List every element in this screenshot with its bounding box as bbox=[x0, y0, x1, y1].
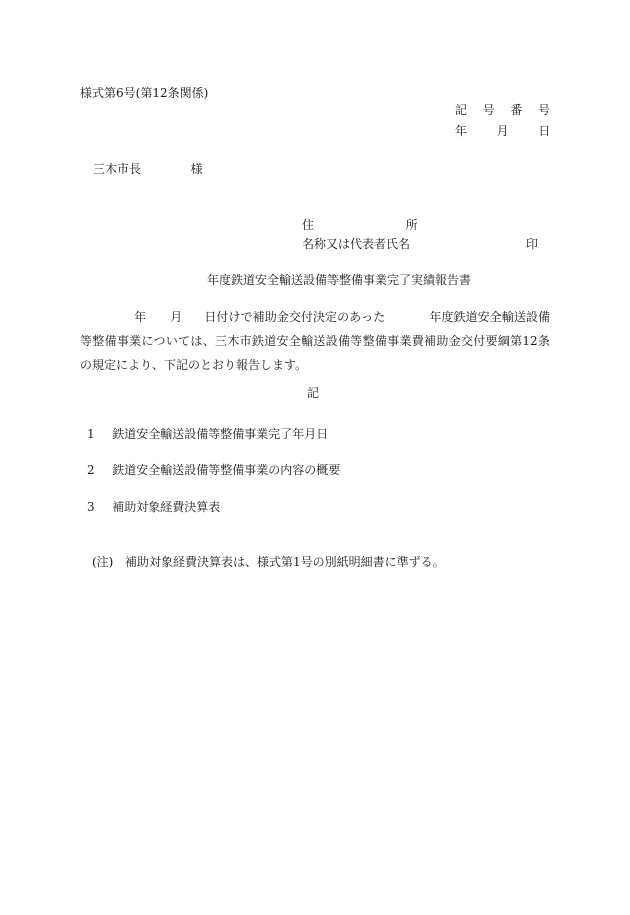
doc-number-ban: 番 bbox=[510, 103, 523, 117]
list-item bbox=[87, 427, 328, 441]
body-month: 月 bbox=[170, 310, 183, 324]
body-part1: 日付けで補助金交付決定のあった bbox=[204, 310, 386, 324]
address-label-2: 所 bbox=[405, 218, 418, 232]
list-item-text: 鉄道安全輸送設備等整備事業の内容の概要 bbox=[112, 463, 341, 477]
doc-number-ki: 記 bbox=[455, 103, 468, 117]
form-number: 様式第6号(第12条関係) bbox=[80, 86, 209, 100]
document-date bbox=[455, 124, 550, 138]
list-item-number: 2 bbox=[87, 463, 95, 477]
date-month: 月 bbox=[496, 124, 509, 138]
note-label: (注) bbox=[92, 555, 114, 569]
report-body bbox=[80, 305, 550, 377]
date-day: 日 bbox=[538, 124, 551, 138]
applicant-name-label: 名称又は代表者氏名 bbox=[302, 237, 411, 251]
addressee-name: 三木市長 bbox=[93, 162, 142, 176]
body-part2: 年度鉄道安全輸送設備 bbox=[429, 310, 550, 324]
doc-number-go2: 号 bbox=[538, 103, 551, 117]
list-item-number: 3 bbox=[87, 500, 95, 514]
list-item-text: 補助対象経費決算表 bbox=[112, 500, 221, 514]
note-text: 補助対象経費決算表は、様式第1号の別紙明細書に準ずる。 bbox=[125, 555, 445, 569]
addressee-honorific: 様 bbox=[190, 162, 203, 176]
applicant-address bbox=[302, 218, 418, 232]
date-year: 年 bbox=[455, 124, 468, 138]
document-number bbox=[455, 103, 550, 117]
ki-heading: 記 bbox=[307, 386, 320, 400]
doc-number-go: 号 bbox=[482, 103, 495, 117]
list-item-text: 鉄道安全輸送設備等整備事業完了年月日 bbox=[112, 427, 329, 441]
note bbox=[92, 555, 445, 569]
report-title: 年度鉄道安全輸送設備等整備事業完了実績報告書 bbox=[207, 273, 472, 287]
list-item bbox=[87, 463, 340, 477]
address-label-1: 住 bbox=[302, 218, 315, 232]
body-line2: 等整備事業については、三木市鉄道安全輸送設備等整備事業費補助金交付要綱第12条の規定により、下記のとおり報告します。 bbox=[80, 334, 550, 372]
body-year: 年 bbox=[134, 310, 147, 324]
addressee bbox=[93, 162, 203, 176]
list-item-number: 1 bbox=[87, 427, 95, 441]
applicant-name-row bbox=[302, 237, 410, 251]
list-item bbox=[87, 500, 220, 514]
seal-mark: 印 bbox=[526, 237, 539, 251]
